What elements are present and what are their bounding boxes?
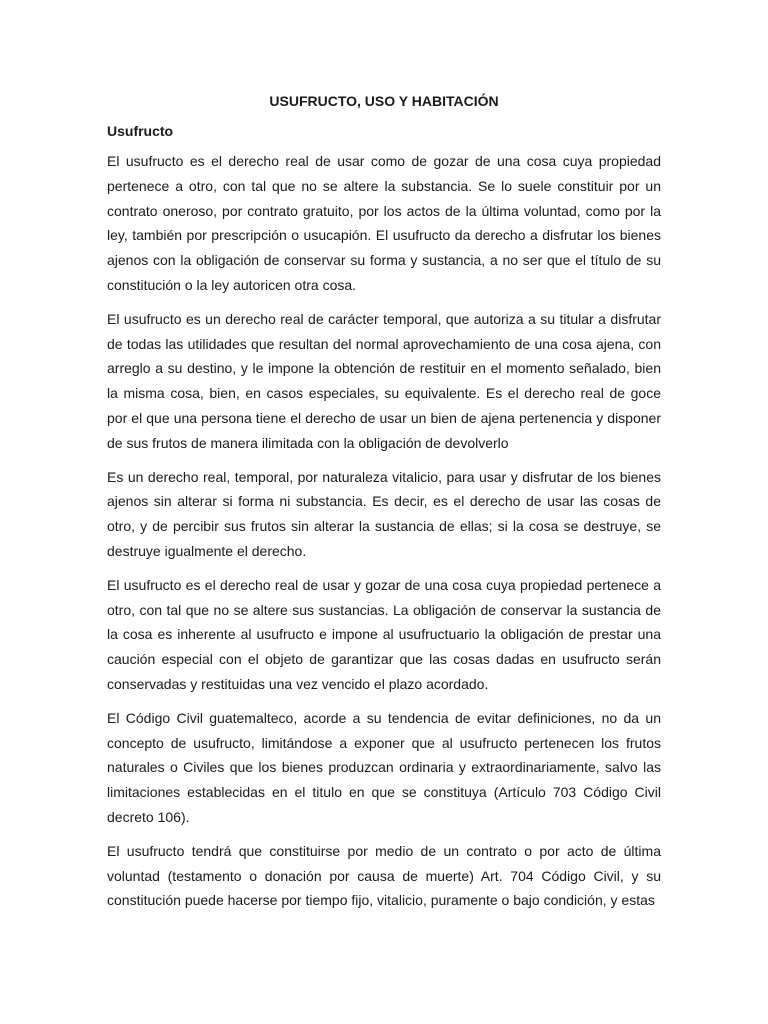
- document-body: [107, 91, 661, 922]
- paragraph-2: El usufructo es un derecho real de carácter temporal, que autoriza a su titular a disfrutar de todas las utilidades que resultan del normal aprovechamiento de una cosa ajena, con arreglo a su destino, y le impone la obtención de restituir en el momento señalado, bien la misma cosa, bien, en casos especiales, su equivalente. Es el derecho real de goce por el que una persona tiene el derecho de usar un bien de ajena pertenencia y disponer de sus frutos de manera ilimitada con la obligación de devolverlo: [107, 310, 661, 451]
- paragraph-1: El usufructo es el derecho real de usar como de gozar de una cosa cuya propiedad pertenece a otro, con tal que no se altere la substancia. Se lo suele constituir por un contrato oneroso, por contrato gratuito, por los actos de la última voluntad, como por la ley, también por prescripción o usucapión. El usufructo da derecho a disfrutar los bienes ajenos con la obligación de conservar su forma y sustancia, a no ser que el título de su constitución o la ley autoricen otra cosa.: [107, 153, 661, 293]
- paragraph-3: Es un derecho real, temporal, por naturaleza vitalicio, para usar y disfrutar de los bienes ajenos sin alterar si forma ni substancia. Es decir, es el derecho de usar las cosas de otro, y de percibir sus frutos sin alterar la sustancia de ellas; si la cosa se destruye, se destruye igualmente el derecho.: [107, 468, 661, 559]
- paragraph-6: El usufructo tendrá que constituirse por medio de un contrato o por acto de última voluntad (testamento o donación por causa de muerte) Art. 704 Código Civil, y su constitución puede hacerse por tiempo fijo, vitalicio, puramente o bajo condición, y estas: [107, 842, 661, 909]
- paragraph-4: El usufructo es el derecho real de usar y gozar de una cosa cuya propiedad pertenece a otro, con tal que no se altere sus sustancias. La obligación de conservar la sustancia de la cosa es inherente al usufructo e impone al usufructuario la obligación de prestar una caución especial con el objeto de garantizar que las cosas dadas en usufructo serán conservadas y restituidas una vez vencido el plazo acordado.: [107, 576, 661, 692]
- section-heading: Usufructo: [107, 123, 174, 139]
- document-title: USUFRUCTO, USO Y HABITACIÓN: [269, 93, 499, 109]
- paragraph-5: El Código Civil guatemalteco, acorde a su tendencia de evitar definiciones, no da un concepto de usufructo, limitándose a exponer que al usufructo pertenecen los frutos naturales o Civiles que los bienes produzcan ordinaria y extraordinariamente, salvo las limitaciones establecidas en el titulo en que se constituya (Artículo 703 Código Civil decreto 106).: [107, 709, 661, 825]
